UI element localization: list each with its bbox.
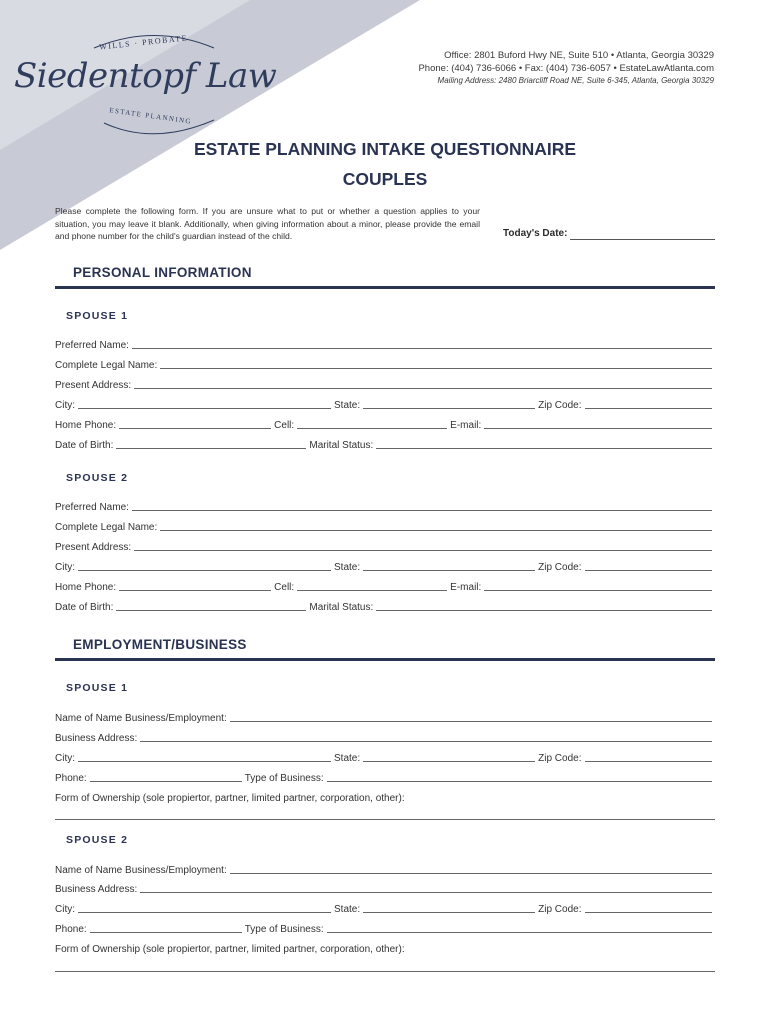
business-address-line[interactable] [140,884,712,893]
marital-line[interactable] [376,602,712,611]
p2-legal-name-row[interactable] [55,519,715,533]
dob-line[interactable] [116,602,306,611]
firm-logo [14,28,304,138]
employment-spouse2-heading: SPOUSE 2 [66,834,129,846]
legal-name-label: Complete Legal Name: [55,522,158,533]
logo-wordmark: Siedentopf Law [14,56,277,96]
state-line[interactable] [363,904,535,913]
business-address-label: Business Address: [55,884,138,895]
e2-phone-row[interactable] [55,921,715,935]
zip-line[interactable] [585,753,713,762]
state-label: State: [334,400,361,411]
personal-spouse1-heading: SPOUSE 1 [66,310,129,322]
marital-label: Marital Status: [309,440,374,451]
employment-spouse1-heading: SPOUSE 1 [66,682,129,694]
office-address: Office: 2801 Buford Hwy NE, Suite 510 • Atlanta, Georgia 30329 [444,50,714,61]
employment-section [55,637,715,661]
phone-label: Phone: [55,773,87,784]
preferred-name-line[interactable] [132,502,712,511]
business-address-line[interactable] [140,733,712,742]
e1-phone-row[interactable] [55,770,715,784]
section-rule [55,286,715,289]
logo-estate-planning: ESTATE PLANNING [108,106,193,126]
type-of-business-line[interactable] [327,924,712,933]
e1-business-address-row[interactable] [55,730,715,744]
personal-information-section [55,265,715,289]
zip-label: Zip Code: [538,753,582,764]
email-line[interactable] [484,420,712,429]
state-label: State: [334,562,361,573]
e1-ownership-line[interactable] [55,819,715,820]
type-of-business-label: Type of Business: [244,773,324,784]
city-label: City: [55,753,75,764]
email-label: E-mail: [450,420,482,431]
address-label: Present Address: [55,380,132,391]
marital-line[interactable] [376,440,712,449]
section-rule [55,658,715,661]
e1-business-name-row[interactable] [55,710,715,724]
employment-title: EMPLOYMENT/BUSINESS [73,637,247,652]
type-of-business-line[interactable] [327,773,712,782]
city-line[interactable] [78,904,331,913]
phone-line[interactable] [90,924,242,933]
e2-ownership-line[interactable] [55,971,715,972]
p2-preferred-name-row[interactable] [55,499,715,513]
city-label: City: [55,562,75,573]
e2-business-address-row[interactable] [55,881,715,895]
address-label: Present Address: [55,542,132,553]
ownership-label: Form of Ownership (sole propiertor, partner, limited partner, corporation, other): [55,793,405,804]
cell-label: Cell: [274,420,295,431]
p2-dob-row[interactable] [55,599,715,613]
business-name-line[interactable] [230,713,712,722]
state-line[interactable] [363,753,535,762]
phone-line[interactable] [90,773,242,782]
dob-line[interactable] [116,440,306,449]
business-address-label: Business Address: [55,733,138,744]
p1-legal-name-row[interactable] [55,357,715,371]
email-line[interactable] [484,582,712,591]
zip-line[interactable] [585,400,713,409]
home-phone-line[interactable] [119,582,271,591]
office-phone: Phone: (404) 736-6066 • Fax: (404) 736-6057 • EstateLawAtlanta.com [418,62,714,74]
personal-information-title: PERSONAL INFORMATION [73,265,252,280]
p1-dob-row[interactable] [55,437,715,451]
logo-wills-probate: WILLS · PROBATE [98,33,189,52]
email-label: E-mail: [450,582,482,593]
home-phone-line[interactable] [119,420,271,429]
p1-phone-row[interactable] [55,417,715,431]
address-line[interactable] [134,542,712,551]
city-line[interactable] [78,400,331,409]
legal-name-label: Complete Legal Name: [55,360,158,371]
todays-date-field[interactable] [503,228,715,240]
p2-city-row[interactable] [55,559,715,573]
e2-city-row[interactable] [55,901,715,915]
cell-line[interactable] [297,582,447,591]
home-phone-label: Home Phone: [55,420,117,431]
phone-label: Phone: [55,924,87,935]
cell-label: Cell: [274,582,295,593]
preferred-name-label: Preferred Name: [55,340,129,351]
e2-business-name-row[interactable] [55,862,715,876]
cell-line[interactable] [297,420,447,429]
business-name-label: Name of Name Business/Employment: [55,865,227,876]
todays-date-label: Today's Date: [503,228,568,239]
state-line[interactable] [363,562,535,571]
state-label: State: [334,753,361,764]
p1-city-row[interactable] [55,397,715,411]
legal-name-line[interactable] [160,360,712,369]
type-of-business-label: Type of Business: [244,924,324,935]
ownership-label: Form of Ownership (sole propiertor, partner, limited partner, corporation, other): [55,944,405,955]
state-line[interactable] [363,400,535,409]
business-name-line[interactable] [230,865,712,874]
city-line[interactable] [78,562,331,571]
p1-address-row[interactable] [55,377,715,391]
home-phone-label: Home Phone: [55,582,117,593]
p2-address-row[interactable] [55,539,715,553]
e1-ownership-row [55,790,715,804]
legal-name-line[interactable] [160,522,712,531]
e2-ownership-row [55,941,715,955]
state-label: State: [334,904,361,915]
page-title [0,134,770,194]
city-label: City: [55,400,75,411]
dob-label: Date of Birth: [55,602,114,613]
mailing-address: Mailing Address: 2480 Briarcliff Road NE, Suite 6-345, Atlanta, Georgia 30329 [437,76,714,85]
title-line-2: COUPLES [342,169,428,189]
zip-line[interactable] [585,562,713,571]
personal-spouse2-heading: SPOUSE 2 [66,472,129,484]
business-name-label: Name of Name Business/Employment: [55,713,227,724]
address-line[interactable] [134,380,712,389]
city-line[interactable] [78,753,331,762]
p1-preferred-name-row[interactable] [55,337,715,351]
zip-line[interactable] [585,904,713,913]
zip-label: Zip Code: [538,400,582,411]
dob-label: Date of Birth: [55,440,114,451]
zip-label: Zip Code: [538,904,582,915]
title-line-1: ESTATE PLANNING INTAKE QUESTIONNAIRE [193,139,577,159]
city-label: City: [55,904,75,915]
todays-date-line[interactable] [570,228,715,240]
zip-label: Zip Code: [538,562,582,573]
preferred-name-line[interactable] [132,340,712,349]
office-contact-block [418,50,714,88]
marital-label: Marital Status: [309,602,374,613]
intro-text: Please complete the following form. If you are unsure what to put or whether a question applies to your situation, you may leave it blank. Additionally, when giving information about a minor, please provide the email and phone number for the child's guardian instead of the child. [55,206,480,241]
e1-city-row[interactable] [55,750,715,764]
preferred-name-label: Preferred Name: [55,502,129,513]
p2-phone-row[interactable] [55,579,715,593]
